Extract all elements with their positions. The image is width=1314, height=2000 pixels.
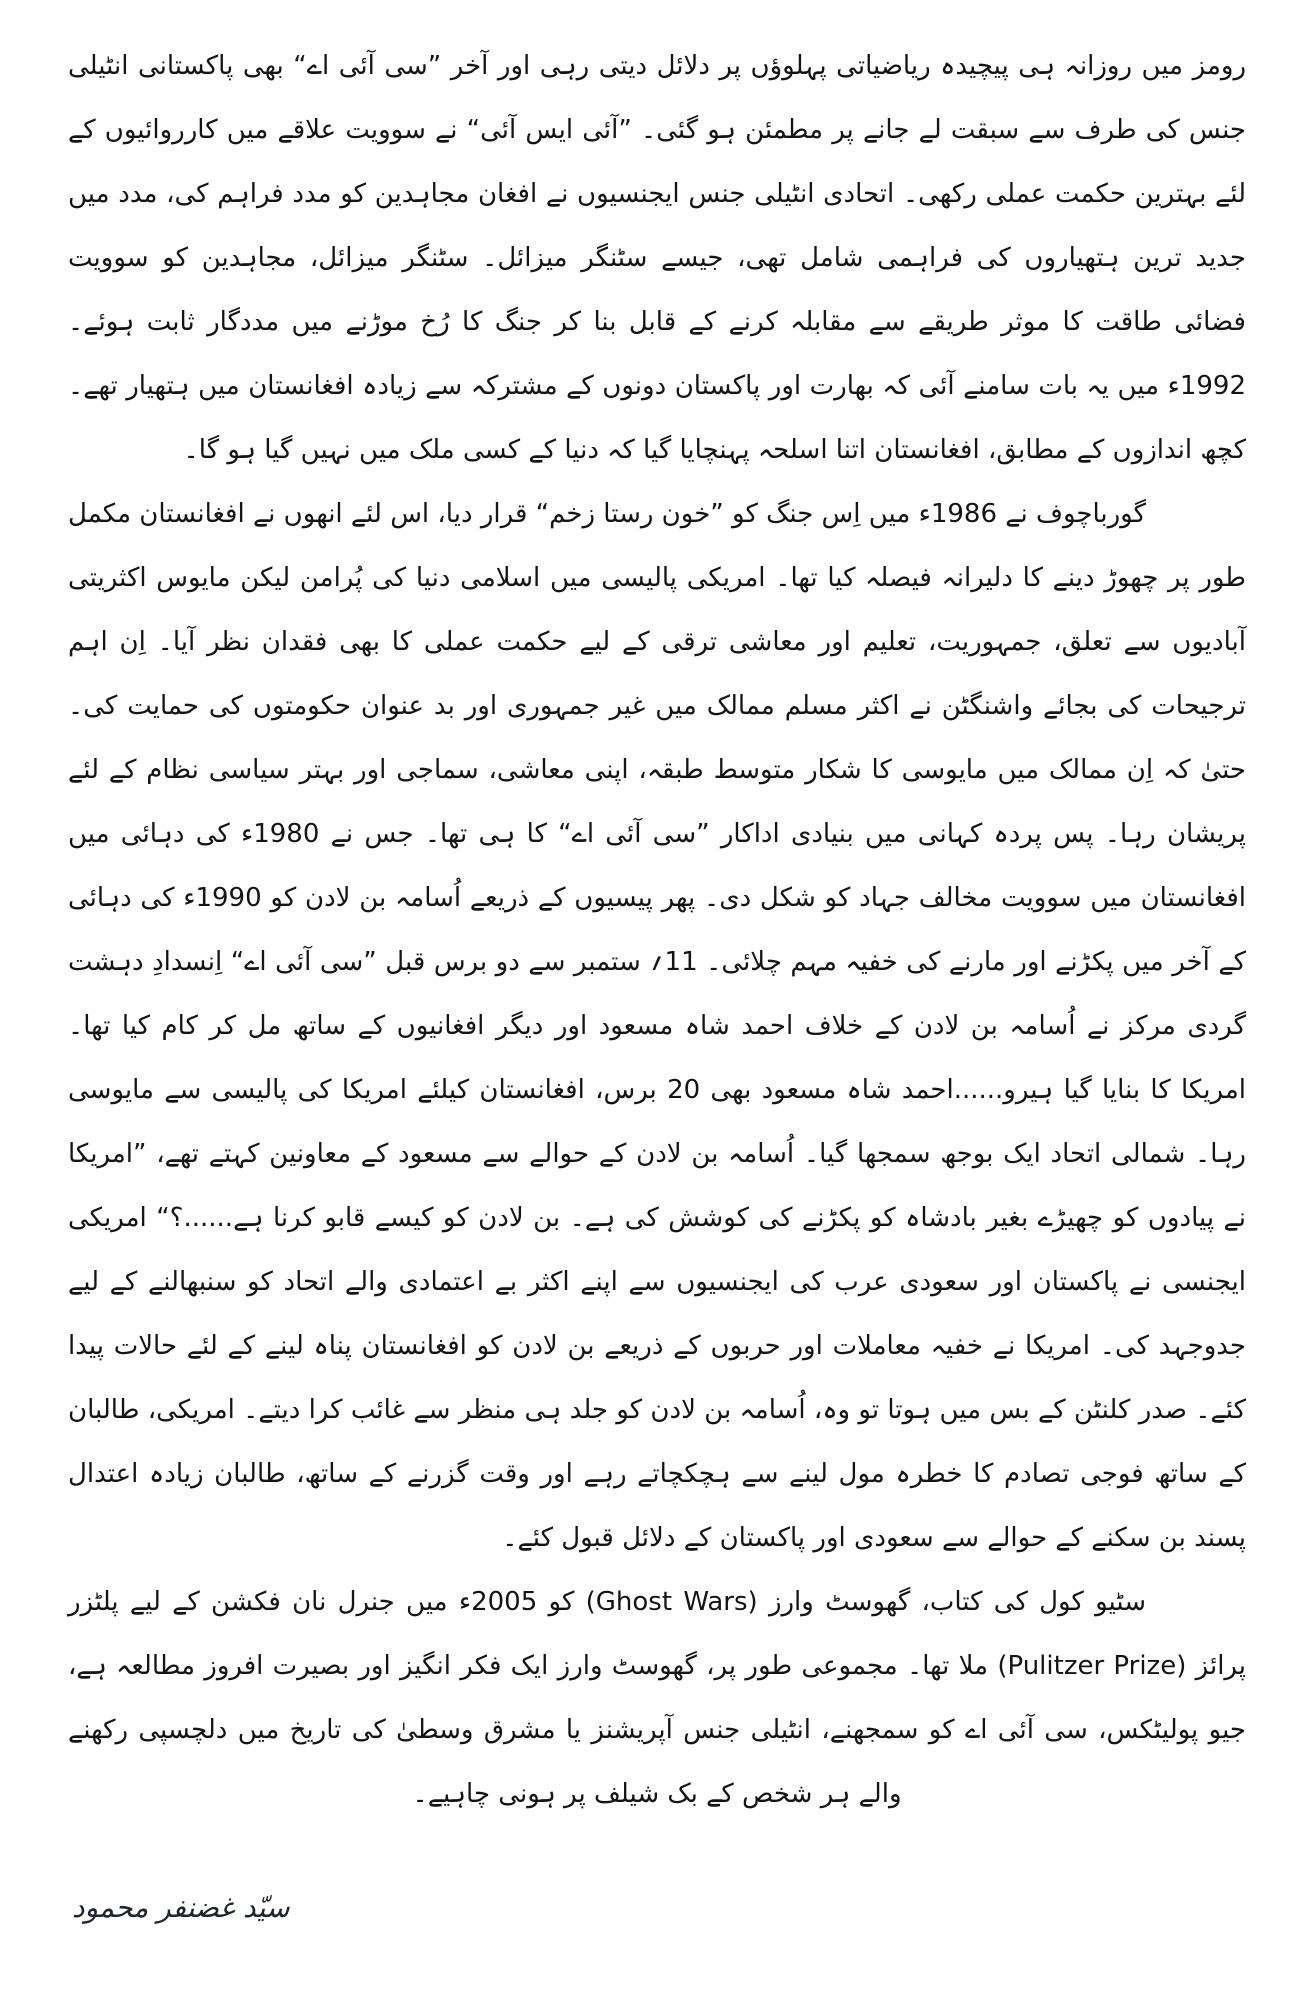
paragraph-3: سٹیو کول کی کتاب، گھوسٹ وارز (Ghost Wars) کو 2005ء میں جنرل نان فکشن کے لیے پلٹزر پرائز (Pulitzer Prize) ملا تھا۔ مجموعی طور پر، گھوسٹ وارز ایک فکر انگیز اور بصیرت افروز مطالعہ ہے، جیو پولیٹکس، سی آئی اے کو سمجھنے، انٹیلی جنس آپریشنز یا مشرق وسطیٰ کی تاریخ میں دلچسپی رکھنے والے ہر شخص کے بک شیلف پر ہونی چاہیے۔	[68, 1587, 1247, 1809]
author-signature: سیّد غضنفر محمود	[72, 1891, 290, 1924]
paragraph-1: رومز میں روزانہ ہی پیچیدہ ریاضیاتی پہلوؤں پر دلائل دیتی رہی اور آخر ”سی آئی اے“ بھی پاکستانی انٹیلی جنس کی طرف سے سبقت لے جانے پر مطمئن ہو گئی۔ ”آئی ایس آئی“ نے سوویت علاقے میں کارروائیوں کے لئے بہترین حکمت عملی رکھی۔ اتحادی انٹیلی جنس ایجنسیوں نے افغان مجاہدین کو مدد فراہم کی، مدد میں جدید ترین ہتھیاروں کی فراہمی شامل تھی، جیسے سٹنگر میزائل۔ سٹنگر میزائل، مجاہدین کو سوویت فضائی طاقت کا موثر طریقے سے مقابلہ کرنے کے قابل بنا کر جنگ کا رُخ موڑنے میں مددگار ثابت ہوئے۔ 1992ء میں یہ بات سامنے آئی کہ بھارت اور پاکستان دونوں کے مشترکہ سے زیادہ افغانستان میں ہتھیار تھے۔ کچھ اندازوں کے مطابق، افغانستان اتنا اسلحہ پہنچایا گیا کہ دنیا کے کسی ملک میں نہیں گیا ہو گا۔	[68, 51, 1246, 465]
article-body	[68, 34, 1246, 1826]
paragraph-2: گورباچوف نے 1986ء میں اِس جنگ کو ”خون رستا زخم“ قرار دیا، اس لئے انھوں نے افغانستان مکمل طور پر چھوڑ دینے کا دلیرانہ فیصلہ کیا تھا۔ امریکی پالیسی میں اسلامی دنیا کی پُرامن لیکن مایوس اکثریتی آبادیوں سے تعلق، جمہوریت، تعلیم اور معاشی ترقی کے لیے حکمت عملی کا بھی فقدان نظر آیا۔ اِن اہم ترجیحات کی بجائے واشنگٹن نے اکثر مسلم ممالک میں غیر جمہوری اور بد عنوان حکومتوں کی حمایت کی۔ حتیٰ کہ اِن ممالک میں مایوسی کا شکار متوسط طبقہ، اپنی معاشی، سماجی اور بہتر سیاسی نظام کے لئے پریشان رہا۔ پس پردہ کہانی میں بنیادی اداکار ”سی آئی اے“ کا ہی تھا۔ جس نے 1980ء کی دہائی میں افغانستان میں سوویت مخالف جہاد کو شکل دی۔ پھر پیسیوں کے ذریعے اُسامہ بن لادن کو 1990ء کی دہائی کے آخر میں پکڑنے اور مارنے کی خفیہ مہم چلائی۔ 11؍ ستمبر سے دو برس قبل ”سی آئی اے“ اِنسدادِ دہشت گردی مرکز نے اُسامہ بن لادن کے خلاف احمد شاہ مسعود اور دیگر افغانیوں کے ساتھ مل کر کام کیا تھا۔ امریکا کا بنایا گیا ہیرو......احمد شاہ مسعود بھی 20 برس، افغانستان کیلئے امریکا کی پالیسی سے مایوسی رہا۔ شمالی اتحاد ایک بوجھ سمجھا گیا۔ اُسامہ بن لادن کے حوالے سے مسعود کے معاونین کہتے تھے، ”امریکا نے پیادوں کو چھیڑے بغیر بادشاہ کو پکڑنے کی کوشش کی ہے۔ بن لادن کو کیسے قابو کرنا ہے......؟“ امریکی ایجنسی نے پاکستان اور سعودی عرب کی ایجنسیوں سے اپنے اکثر بے اعتمادی والے اتحاد کو سنبھالنے کے لیے جدوجہد کی۔ امریکا نے خفیہ معاملات اور حربوں کے ذریعے بن لادن کو افغانستان پناہ لینے کے لئے حالات پیدا کئے۔ صدر کلنٹن کے بس میں ہوتا تو وہ، اُسامہ بن لادن کو جلد ہی منظر سے غائب کرا دیتے۔ امریکی، طالبان کے ساتھ فوجی تصادم کا خطرہ مول لینے سے ہچکچاتے رہے اور وقت گزرنے کے ساتھ، طالبان زیادہ اعتدال پسند بن سکنے کے حوالے سے سعودی اور پاکستان کے دلائل قبول کئے۔	[68, 499, 1246, 1553]
